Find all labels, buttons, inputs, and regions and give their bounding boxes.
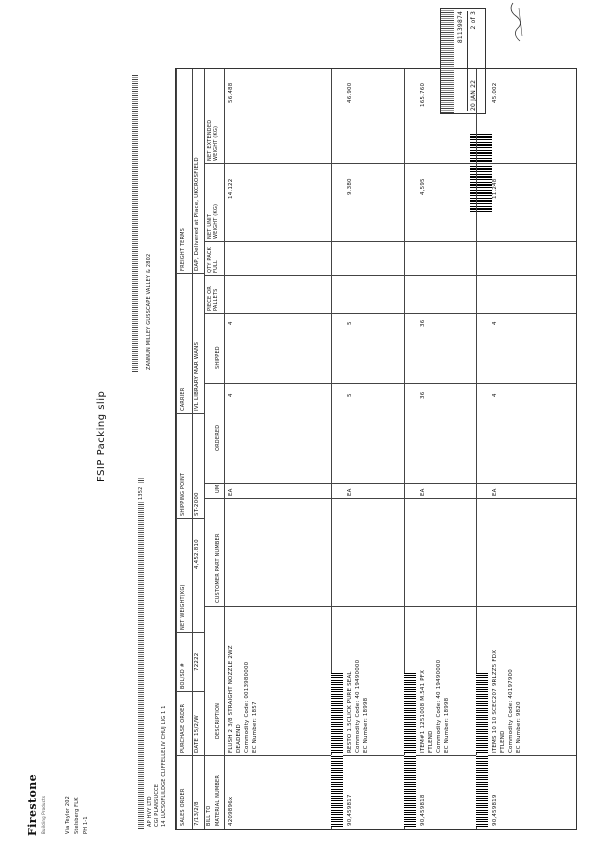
- row-desc-1: ITEM#1 1251008 M.541 PFX: [420, 669, 426, 753]
- table-row: [404, 69, 484, 829]
- row-desc-3: Commodity Code: 40 19490000: [436, 659, 442, 753]
- freight-label: FREIGHT TERMS: [180, 227, 186, 271]
- row-net-unit: 11.248: [492, 178, 498, 199]
- billing-stripe: [138, 477, 144, 829]
- row-net-ext: 45.002: [492, 82, 498, 103]
- col-net-ext: NET EXTENDED WEIGHT (KG): [207, 119, 219, 161]
- row-uom: EA: [228, 488, 234, 496]
- shipping-point-label: SHIPPING POINT: [180, 472, 186, 516]
- col-uom: UM: [215, 484, 221, 493]
- row-barcode: [476, 755, 488, 827]
- doc-number: 81139874: [454, 11, 468, 111]
- row-net-ext: 46.900: [347, 82, 353, 103]
- row-desc-3: Commodity Code: 0013980000: [244, 661, 250, 753]
- row-desc-4: EC Number: 1857: [252, 701, 258, 753]
- col-description: DESCRIPTION: [215, 702, 221, 739]
- meta-row: [176, 69, 204, 829]
- ship-to-stripe: [132, 74, 138, 372]
- page-title: FSIP Packing slip: [96, 390, 107, 482]
- meta-divider: [176, 518, 204, 519]
- address-line-1: Via Teylor 202: [65, 795, 71, 834]
- row-material: 90,459817: [347, 794, 353, 826]
- row-desc-2: FTLEND: [428, 730, 434, 753]
- row-desc-1: RESTO 1.5CLICK PURE SEAL: [347, 671, 353, 753]
- meta-divider: [176, 632, 204, 633]
- logo-subtitle: Building Products: [41, 795, 46, 834]
- col-material: MATERIAL NUMBER: [215, 774, 221, 826]
- row-shipped: 36: [420, 319, 426, 327]
- row-desc-4: EC Number: 9820: [516, 701, 522, 753]
- row-material: 4209896x: [228, 796, 234, 826]
- meta-divider: [176, 273, 204, 274]
- row-desc-1: FLUSH 2 3/8 STRAIGHT NOZZLE 2WZ: [228, 645, 234, 753]
- col-pieces: PIECE OR PALLETS: [207, 286, 219, 311]
- sales-order-label: SALES ORDER: [180, 788, 186, 826]
- row-barcode: [331, 755, 343, 827]
- row-net-unit: 4,595: [420, 178, 426, 195]
- row-desc-4: EC Number: 18998: [444, 697, 450, 753]
- table-row: [331, 69, 401, 829]
- signature-mark: [510, 2, 524, 42]
- firestone-logo: Firestone: [26, 774, 39, 836]
- po-value: DATE 15/2/W: [194, 715, 200, 753]
- row-desc-3: EC Number: 18998: [363, 697, 369, 753]
- billing-line3: 14 LUCSOFLILDGE CLIFFELLELIV CHUJ LIG 1 1: [161, 705, 167, 827]
- row-desc-1: ITEMS 10 10 SCEC207 9RLZZ5 FDX: [492, 649, 498, 753]
- row-desc-barcode: [476, 673, 488, 753]
- address-line-2: Stelsberg FLK: [74, 797, 80, 834]
- row-uom: EA: [420, 488, 426, 496]
- col-qty-pallets: QTY PACK FULL: [207, 246, 219, 273]
- row-ordered: 5: [347, 393, 353, 397]
- row-uom: EA: [492, 488, 498, 496]
- row-net-ext: 56.488: [228, 82, 234, 103]
- packing-table: [175, 68, 577, 830]
- meta-divider: [176, 691, 204, 692]
- bol-label: BOL/SD #: [180, 662, 186, 689]
- col-net-unit: NET UNIT WEIGHT (KG): [207, 203, 219, 239]
- meta-divider: [176, 755, 204, 756]
- row-desc-3: Commodity Code: 40197900: [508, 669, 514, 753]
- col-shipped: SHIPPED: [215, 346, 221, 369]
- row-ordered: 4: [492, 393, 498, 397]
- row-desc-2: Commodity Code: 40 19490000: [355, 659, 361, 753]
- col-billto: BILL TO: [206, 805, 212, 826]
- row-net-ext: 165.760: [420, 82, 426, 107]
- row-ordered: 4: [228, 393, 234, 397]
- carrier-value: IVL LIBRARY MAR WANS: [194, 341, 200, 411]
- row-ordered: 36: [420, 391, 426, 399]
- row-desc-barcode: [331, 673, 343, 753]
- shipping-point-value: ST-2000: [194, 492, 200, 516]
- billing-name: AP HVY LTD: [147, 796, 153, 827]
- billing-stripe-wrap: [138, 477, 145, 829]
- row-desc-2: FTLEND: [500, 730, 506, 753]
- row-shipped: 4: [492, 321, 498, 325]
- col-ordered: ORDERED: [215, 424, 221, 451]
- row-desc-2: DEADEND: [236, 724, 242, 753]
- po-label: PURCHASE ORDER: [180, 703, 186, 753]
- meta-divider: [176, 413, 204, 414]
- doc-date: 20 JAN 22: [470, 79, 477, 111]
- freight-value: DAP, Delivered at Place, UKCROSFIELD: [194, 157, 200, 271]
- row-barcode: [404, 755, 416, 827]
- row-net-unit: 9.380: [347, 178, 353, 195]
- row-material: 90,459819: [492, 794, 498, 826]
- net-weight-label: NET WEIGHT(KG): [180, 584, 186, 630]
- sales-order-value: 7/13/2/8: [194, 801, 200, 826]
- col-customer-part: CUSTOMER PART NUMBER: [215, 533, 221, 603]
- billing-code: 1352: [138, 486, 144, 500]
- billing-line2: CGI PLANSUCCE: [154, 783, 160, 827]
- row-desc-barcode: [404, 673, 416, 753]
- table-row: [476, 69, 576, 829]
- table-row: [224, 69, 284, 829]
- row-uom: EA: [347, 488, 353, 496]
- bol-value: 72222: [194, 652, 200, 671]
- row-shipped: 4: [228, 321, 234, 325]
- address-line-3: PH 1-1: [83, 816, 89, 834]
- ship-to: ZANNUN MILLEY GUSSCAPE VALLEY & 2802: [146, 253, 152, 370]
- row-net-unit: 14.122: [228, 178, 234, 199]
- net-weight-value: 4,452.810: [194, 539, 200, 569]
- carrier-label: CARRIER: [180, 387, 186, 411]
- ship-from-address: [64, 796, 91, 834]
- row-shipped: 5: [347, 321, 353, 325]
- page-number: 2 of 3: [470, 11, 477, 30]
- row-material: 90,459818: [420, 794, 426, 826]
